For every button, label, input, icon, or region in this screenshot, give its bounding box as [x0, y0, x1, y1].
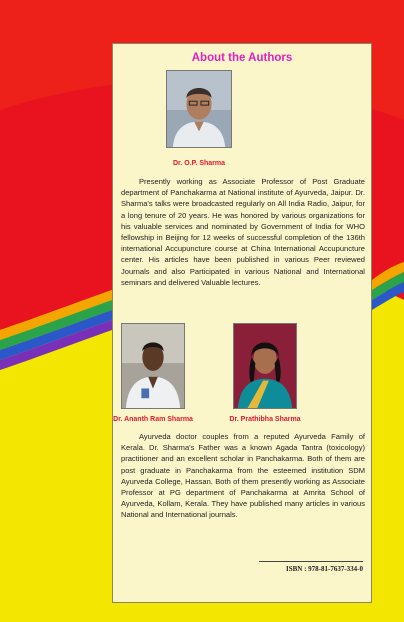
- author-caption-ananth-ram-sharma: Dr. Ananth Ram Sharma: [113, 416, 193, 423]
- section-heading: About the Authors: [191, 52, 293, 64]
- author-photo-ananth-ram-sharma: [121, 323, 185, 409]
- isbn-label: ISBN : 978-81-7637-334-0: [259, 561, 363, 573]
- author-caption-op-sharma: Dr. O.P. Sharma: [172, 160, 225, 167]
- bio-paragraph-couple: Ayurveda doctor couples from a reputed Ayurveda Family of Kerala. Dr. Sharma's Father was a known Agada Tantra (toxicology) practitioner and an excellent scholar in Panchakarma. Both of them are post graduate in Panchakarma from the esteemed institution SDM Ayurveda College, Hassan. Both of them presently working as Associate Professor at PG department of Panchakarma at Amrita School of Ayurveda, Kollam, Kerala. They have published many articles in various National and International journals.: [121, 432, 365, 520]
- bio-paragraph-op-sharma: Presently working as Associate Professor of Post Graduate department of Panchakarma at National institute of Ayurveda, Jaipur. Dr. Sharma's talks were broadcasted regularly on All India Radio, Jaipur, for a long tenure of 20 years. He was honored by various organizations for his valuable services and nominated by Government of India for WHO fellowship in Beijing for 12 weeks of successful completion of the 136th international Accupuncture course at China International Accupuncture center. His articles have been published in various Peer reviewed Journals and also Participated in various National and International seminars and delivered Valuable lectures.: [121, 177, 365, 287]
- author-caption-prathibha-sharma: Dr. Prathibha Sharma: [229, 416, 301, 423]
- about-authors-panel: [112, 43, 372, 603]
- author-photo-prathibha-sharma: [233, 323, 297, 409]
- author-photo-op-sharma: [166, 70, 232, 148]
